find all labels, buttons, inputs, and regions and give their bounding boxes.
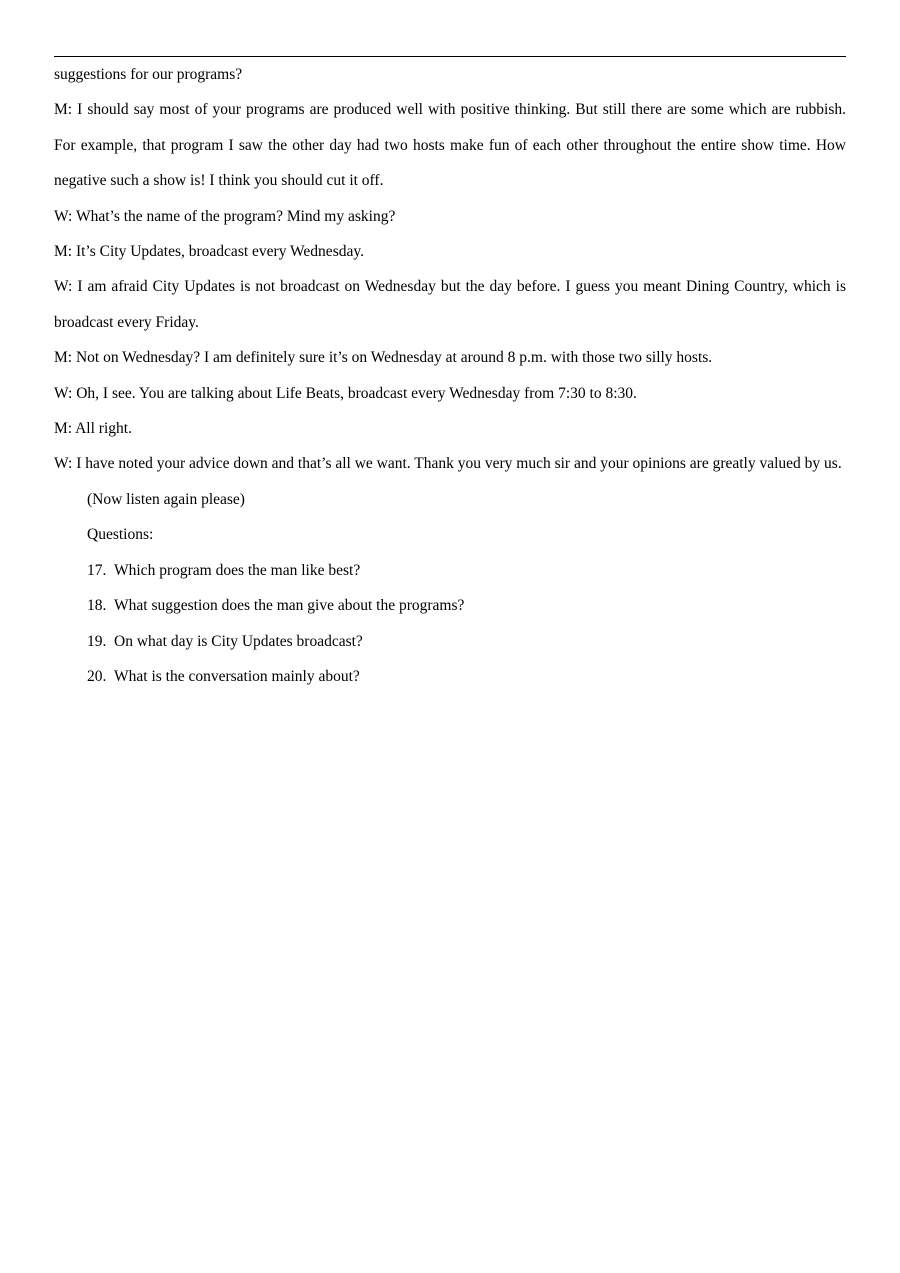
- question-text: What is the conversation mainly about?: [114, 667, 360, 685]
- dialogue-line-man-4: M: All right.: [54, 420, 132, 438]
- dialogue-line-woman-1: W: What’s the name of the program? Mind my asking?: [54, 207, 396, 225]
- question-item: [54, 624, 846, 659]
- listen-again-note: (Now listen again please): [87, 490, 245, 508]
- continuation-line: suggestions for our programs?: [54, 66, 243, 83]
- dialogue-line-man-3: M: Not on Wednesday? I am definitely sure it’s on Wednesday at around 8 p.m. with those two silly hosts.: [54, 349, 713, 367]
- question-text: On what day is City Updates broadcast?: [114, 632, 363, 650]
- transcript-body: [54, 57, 846, 694]
- dialogue-line-woman-2: W: I am afraid City Updates is not broadcast on Wednesday but the day before. I guess you meant Dining Country, which is broadcast every Friday.: [54, 278, 846, 331]
- dialogue-line-woman-3: W: Oh, I see. You are talking about Life Beats, broadcast every Wednesday from 7:30 to 8:30.: [54, 384, 637, 402]
- question-number: 18.: [87, 597, 107, 615]
- dialogue-line-man-2: M: It’s City Updates, broadcast every Wednesday.: [54, 243, 364, 261]
- question-number: 20.: [87, 667, 107, 685]
- question-text: Which program does the man like best?: [114, 561, 361, 579]
- question-text: What suggestion does the man give about the programs?: [114, 597, 465, 615]
- dialogue-line-man-1: M: I should say most of your programs are produced well with positive thinking. But still there are some which are rubbish. For example, that program I saw the other day had two hosts make fun of each other throughout the entire show time. How negative such a show is! I think you should cut it off.: [54, 101, 846, 190]
- question-number: 17.: [87, 561, 107, 579]
- question-item: [54, 588, 846, 623]
- dialogue-line-woman-4: W: I have noted your advice down and that’s all we want. Thank you very much sir and your opinions are greatly valued by us.: [54, 455, 842, 473]
- question-item: [54, 553, 846, 588]
- questions-heading: Questions:: [87, 526, 154, 544]
- question-number: 19.: [87, 632, 107, 650]
- question-item: [54, 659, 846, 694]
